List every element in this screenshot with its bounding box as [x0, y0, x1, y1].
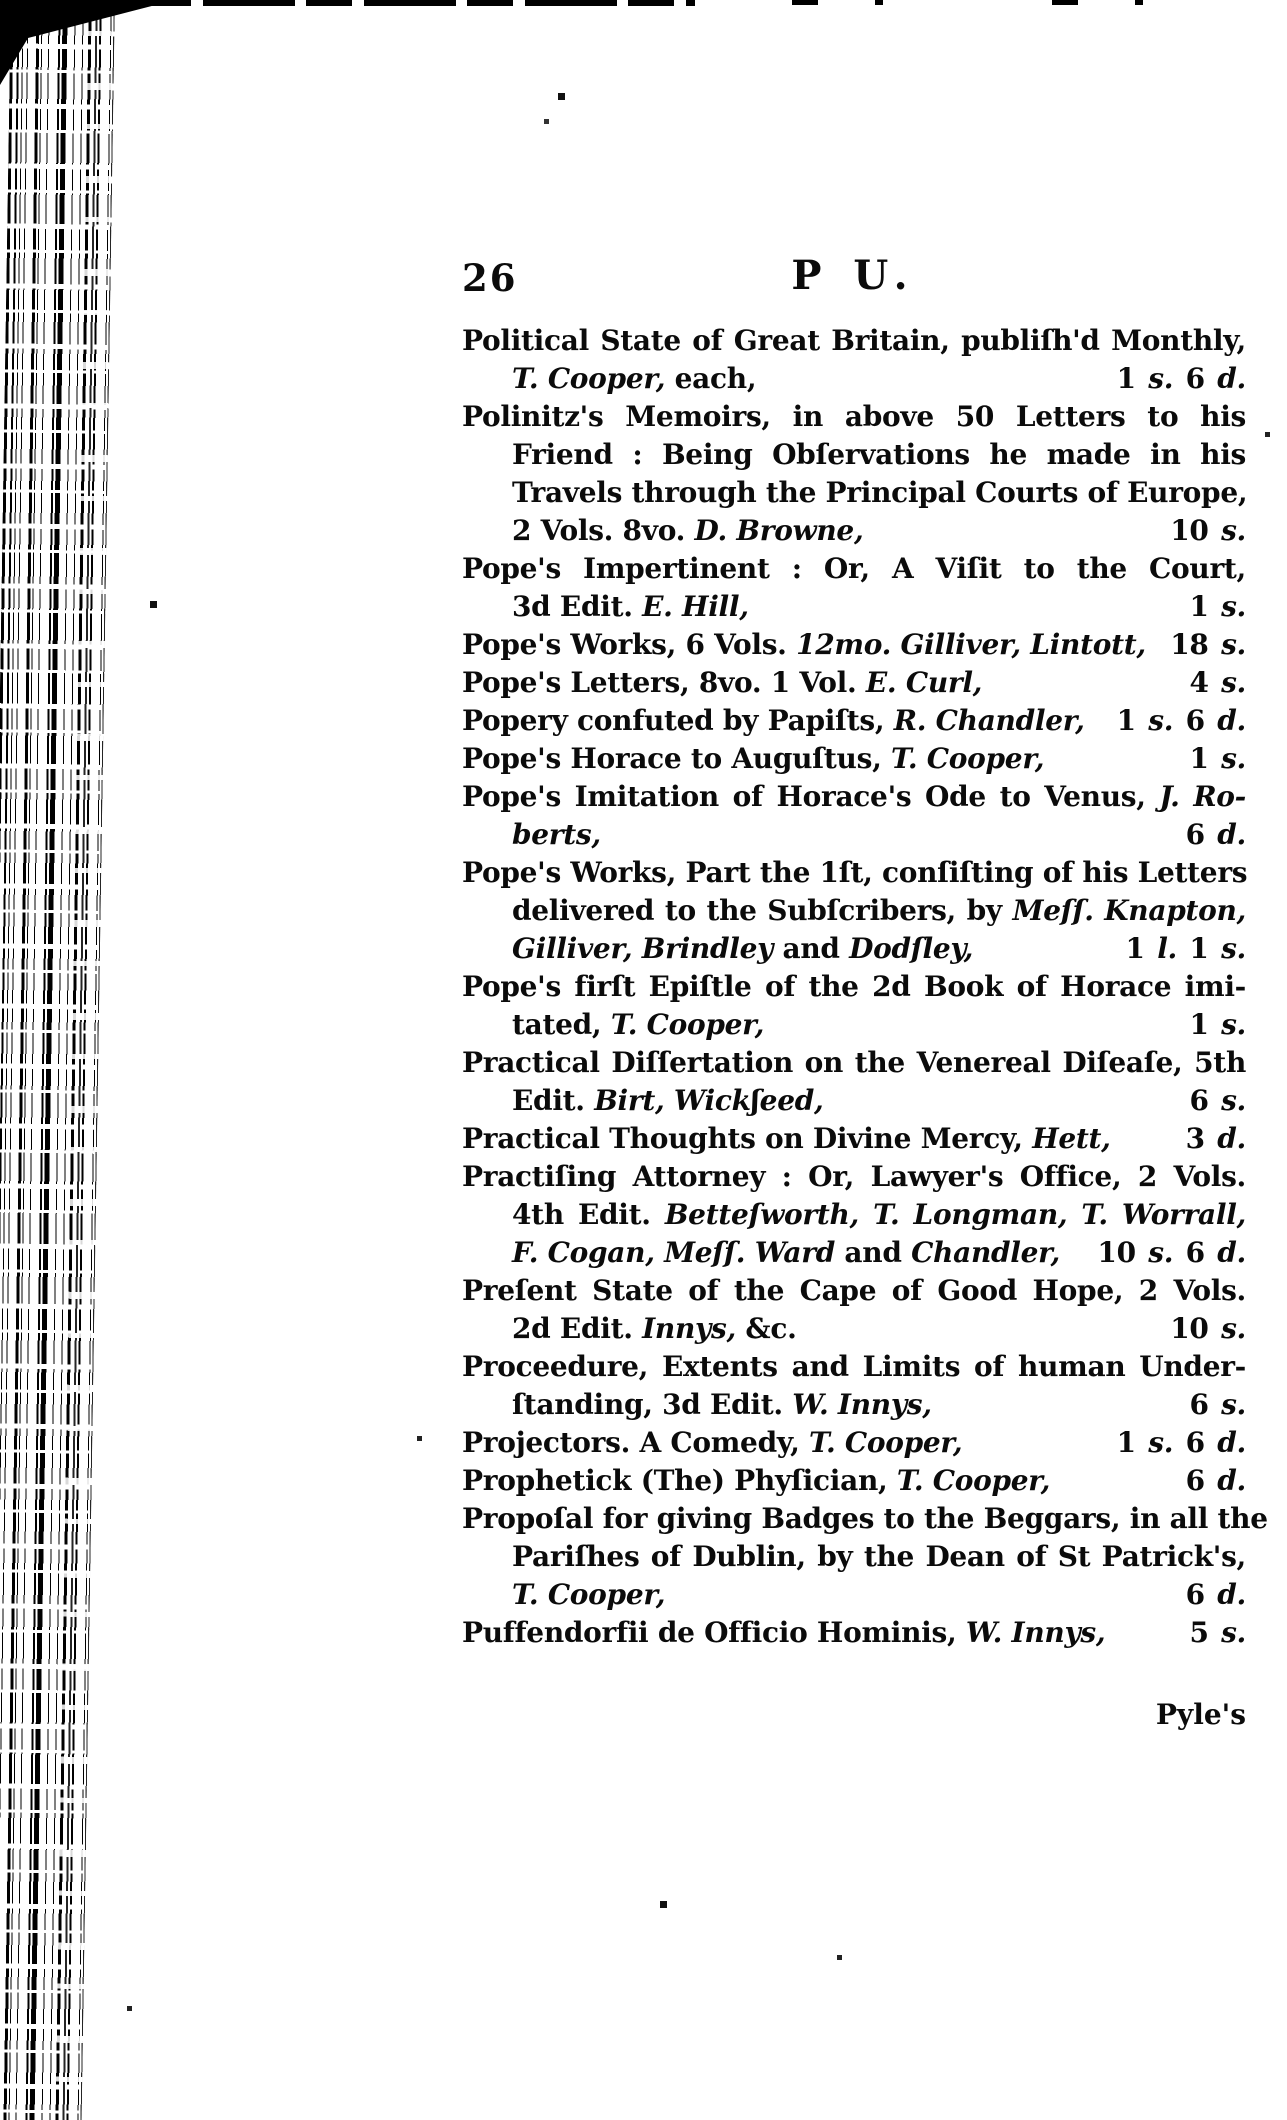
entry-text: Polinitz's Memoirs, in above 50 Letters to his	[462, 400, 1246, 433]
bookseller-name: T. Cooper,	[512, 1578, 666, 1611]
entry-text: Friend : Being Obſervations he made in his	[512, 438, 1246, 471]
catalog-line	[462, 588, 1246, 626]
entry-title	[462, 552, 1246, 585]
bookseller-name: d.	[1217, 1122, 1246, 1155]
entry-title	[462, 1120, 1111, 1157]
entry-title	[512, 438, 1246, 471]
entry-price	[1156, 1310, 1246, 1347]
entry-title	[462, 324, 1246, 357]
catalog-line	[462, 1500, 1268, 1538]
entry-text: Pope's Letters, 8vo. 1 Vol.	[462, 666, 866, 699]
entry-text: 3	[1185, 1122, 1218, 1155]
entry-price	[1175, 1006, 1246, 1043]
catalog-line	[462, 1006, 1246, 1044]
entry-text: 6	[1185, 1464, 1218, 1497]
scan-artifact-specks	[0, 0, 3, 3]
entry-price	[1103, 702, 1246, 739]
catalog-line	[462, 1044, 1246, 1082]
entry-text: and	[834, 1236, 912, 1269]
entry-text: 6	[1185, 818, 1218, 851]
page-header	[462, 252, 1246, 300]
bookseller-name: Birt, Wickʃeed,	[594, 1084, 824, 1117]
entry-text: Pope's firſt Epiſtle of the 2d Book of Horace imi-	[462, 970, 1246, 1003]
entry-title	[462, 1046, 1246, 1079]
entry-title	[512, 930, 973, 967]
catalog-line	[462, 1234, 1246, 1272]
bookseller-name: d.	[1217, 704, 1246, 737]
catalog-line	[462, 968, 1246, 1006]
bookseller-name: Gilliver, Brindley	[512, 932, 774, 965]
entry-text: 1	[1116, 362, 1149, 395]
entry-price	[1172, 816, 1246, 853]
entry-title	[512, 1310, 797, 1347]
bookseller-name: T. Cooper,	[809, 1426, 963, 1459]
catalog-line	[462, 550, 1246, 588]
entry-price	[1172, 1576, 1246, 1613]
bookseller-name: l.	[1157, 932, 1177, 965]
bookseller-name: berts,	[512, 818, 601, 851]
catalog-line	[462, 1272, 1246, 1310]
entry-title	[512, 1198, 1246, 1231]
entry-text: Practiſing Attorney : Or, Lawyer's Office, 2 Vols.	[462, 1160, 1246, 1193]
entry-title	[462, 740, 1044, 777]
entry-title	[512, 1006, 764, 1043]
entry-text: delivered to the Subſcribers, by	[512, 894, 1013, 927]
entry-text: 10	[1097, 1236, 1149, 1269]
bookseller-name: s.	[1221, 590, 1246, 623]
entry-price	[1175, 588, 1246, 625]
entry-text: Pariſhes of Dublin, by the Dean of St Patrick's,	[512, 1540, 1246, 1573]
bookseller-name: Innys,	[642, 1312, 736, 1345]
entry-price	[1172, 1462, 1246, 1499]
bookseller-name: s.	[1148, 1236, 1174, 1269]
entry-title	[462, 1462, 1050, 1499]
bookseller-name: T. Cooper,	[610, 1008, 765, 1041]
entry-text: 4th Edit.	[512, 1198, 665, 1231]
entry-text: 2d Edit.	[512, 1312, 643, 1345]
entry-title	[512, 476, 1247, 509]
catalog-line	[462, 360, 1246, 398]
entry-text: 6	[1173, 704, 1218, 737]
bookseller-name: s.	[1221, 1084, 1246, 1117]
entry-title	[462, 626, 1146, 663]
entry-text: Puffendorfii de Officio Hominis,	[462, 1616, 966, 1649]
catalog-line	[462, 398, 1246, 436]
entry-text: 1	[1116, 1426, 1149, 1459]
bookseller-name: s.	[1221, 514, 1246, 547]
entry-price	[1175, 664, 1246, 701]
catalog-line	[462, 854, 1246, 892]
entry-title	[512, 1540, 1246, 1573]
entry-price	[1156, 626, 1246, 663]
entry-title	[462, 1502, 1268, 1535]
entry-text: Practical Thoughts on Divine Mercy,	[462, 1122, 1033, 1155]
catalog-line	[462, 1310, 1246, 1348]
bookseller-name: s.	[1221, 742, 1246, 775]
entry-title	[462, 1614, 1105, 1651]
bookseller-name: T. Cooper,	[512, 362, 666, 395]
entry-text: ſtanding, 3d Edit.	[512, 1388, 793, 1421]
catalog-line	[462, 778, 1246, 816]
catalog-line	[462, 740, 1246, 778]
entry-text: 6	[1189, 1084, 1222, 1117]
bookseller-name: s.	[1221, 666, 1246, 699]
entry-text: 3d Edit.	[512, 590, 643, 623]
catalog-line	[462, 930, 1246, 968]
entry-title	[512, 512, 863, 549]
entry-text: 18	[1170, 628, 1222, 661]
entry-title	[512, 1234, 1060, 1271]
entry-text: Preſent State of the Cape of Good Hope, 2 Vols.	[462, 1274, 1246, 1307]
catalog-line	[462, 1082, 1246, 1120]
entry-title	[512, 894, 1246, 927]
bookseller-name: s.	[1221, 1616, 1246, 1649]
bookseller-name: s.	[1148, 362, 1174, 395]
entry-text: 6	[1173, 362, 1218, 395]
entry-title	[462, 1424, 962, 1461]
entry-title	[512, 1386, 932, 1423]
bookseller-name: T. Cooper,	[896, 1464, 1051, 1497]
entry-text: Pope's Works, Part the 1ſt, conſiſting of his Letters	[462, 856, 1248, 889]
catalog-line	[462, 1614, 1246, 1652]
entry-text: Pope's Impertinent : Or, A Viſit to the Court,	[462, 552, 1246, 585]
catalog-line	[462, 322, 1246, 360]
entry-text: 4	[1189, 666, 1222, 699]
entry-text: Pope's Works, 6 Vols.	[462, 628, 797, 661]
entry-text: 10	[1170, 514, 1222, 547]
catchword: Pyle's	[1155, 1698, 1246, 1731]
bookseller-name: Chandler,	[911, 1236, 1060, 1269]
bookseller-name: d.	[1217, 1464, 1246, 1497]
entry-text: Political State of Great Britain, publiſh'd Monthly,	[462, 324, 1246, 357]
entry-price	[1103, 360, 1246, 397]
entry-text: 6	[1173, 1236, 1218, 1269]
catalog-line	[462, 816, 1246, 854]
entry-text: Proceedure, Extents and Limits of human Under-	[462, 1350, 1246, 1383]
entry-text: 1	[1189, 742, 1222, 775]
bookseller-name: d.	[1217, 362, 1246, 395]
entry-text: 1	[1116, 704, 1149, 737]
entry-title	[462, 1160, 1246, 1193]
entry-title	[512, 360, 756, 397]
catalog-line	[462, 1386, 1246, 1424]
catalog-line	[462, 436, 1246, 474]
entry-text: 5	[1189, 1616, 1222, 1649]
bookseller-name: W. Innys,	[965, 1616, 1106, 1649]
catalog-line	[462, 626, 1246, 664]
entry-price	[1175, 740, 1246, 777]
entry-title	[512, 816, 601, 853]
entry-title	[512, 1082, 823, 1119]
catalog-line	[462, 1462, 1246, 1500]
bookseller-name: E. Hill,	[642, 590, 749, 623]
bookseller-name: R. Chandler,	[893, 704, 1085, 737]
bookseller-name: T. Cooper,	[890, 742, 1045, 775]
page-number: 26	[462, 256, 518, 300]
bookseller-name: Meſſ. Knapton,	[1012, 894, 1247, 927]
entry-price	[1112, 930, 1246, 967]
bookseller-name: J. Ro-	[1159, 780, 1246, 813]
bookseller-name: s.	[1221, 1008, 1246, 1041]
bookseller-name: E. Curl,	[865, 666, 983, 699]
catalog-list	[462, 322, 1268, 1652]
entry-title	[462, 1274, 1246, 1307]
entry-text: Practical Diſſertation on the Venereal Diſeaſe, 5th	[462, 1046, 1246, 1079]
catalog-line	[462, 1538, 1246, 1576]
entry-text: 6	[1185, 1578, 1218, 1611]
bookseller-name: s.	[1221, 1388, 1246, 1421]
entry-price	[1103, 1424, 1246, 1461]
entry-text: Travels through the Principal Courts of Europe,	[512, 476, 1248, 509]
entry-price	[1175, 1614, 1246, 1651]
running-title: P U.	[791, 252, 917, 299]
bookseller-name: Betteſworth, T. Longman, T. Worrall,	[664, 1198, 1246, 1231]
entry-price	[1175, 1082, 1246, 1119]
entry-text: 10	[1170, 1312, 1222, 1345]
entry-title	[512, 1576, 665, 1613]
bookseller-name: s.	[1148, 1426, 1174, 1459]
bookseller-name: s.	[1148, 704, 1174, 737]
entry-text: 2 Vols. 8vo.	[512, 514, 695, 547]
entry-text: tated,	[512, 1008, 611, 1041]
bookseller-name: D. Browne,	[694, 514, 864, 547]
entry-title	[462, 702, 1085, 739]
entry-text: Popery confuted by Papiſts,	[462, 704, 894, 737]
entry-title	[462, 400, 1246, 433]
bookseller-name: s.	[1221, 932, 1246, 965]
bookseller-name: W. Innys,	[792, 1388, 932, 1421]
entry-text: and	[773, 932, 850, 965]
entry-text: each,	[665, 362, 757, 395]
entry-text: 1	[1189, 1008, 1222, 1041]
entry-price	[1083, 1234, 1246, 1271]
entry-text: Pope's Horace to Auguſtus,	[462, 742, 891, 775]
entry-text: 1	[1189, 590, 1222, 623]
catalog-line	[462, 664, 1246, 702]
entry-price	[1156, 512, 1246, 549]
scan-artifact-top-edge-dense	[145, 0, 695, 6]
bookseller-name: 12mo. Gilliver, Lintott,	[796, 628, 1146, 661]
bookseller-name: s.	[1221, 628, 1246, 661]
entry-price	[1172, 1120, 1246, 1157]
entry-title	[462, 856, 1247, 889]
catalog-line	[462, 1424, 1246, 1462]
entry-text: &c.	[735, 1312, 797, 1345]
catalog-line	[462, 512, 1246, 550]
bookseller-name: F. Cogan, Meſſ. Ward	[512, 1236, 835, 1269]
catalog-line	[462, 1158, 1246, 1196]
entry-title	[462, 1350, 1246, 1383]
entry-title	[462, 664, 982, 701]
entry-text: Propoſal for giving Badges to the Beggars, in all the	[462, 1502, 1268, 1535]
entry-text: 1	[1125, 932, 1158, 965]
bookseller-name: Hett,	[1032, 1122, 1111, 1155]
entry-price	[1175, 1386, 1246, 1423]
catalog-line	[462, 1576, 1246, 1614]
entry-text: 1	[1176, 932, 1222, 965]
entry-text: Pope's Imitation of Horace's Ode to Venus,	[462, 780, 1160, 813]
catalog-line	[462, 702, 1246, 740]
entry-text: Prophetick (The) Phyſician,	[462, 1464, 897, 1497]
catalog-line	[462, 892, 1246, 930]
catalog-line	[462, 1348, 1246, 1386]
scan-artifact-top-edge-sparse	[700, 0, 1260, 5]
catalog-line	[462, 1196, 1246, 1234]
catalog-line	[462, 474, 1246, 512]
bookseller-name: d.	[1217, 1578, 1246, 1611]
entry-title	[462, 970, 1246, 1003]
entry-text: 6	[1173, 1426, 1218, 1459]
bookseller-name: d.	[1217, 1426, 1246, 1459]
entry-text: Projectors. A Comedy,	[462, 1426, 810, 1459]
entry-text: Edit.	[512, 1084, 595, 1117]
entry-title	[512, 588, 749, 625]
bookseller-name: s.	[1221, 1312, 1246, 1345]
entry-title	[462, 780, 1246, 813]
bookseller-name: Dodſley,	[849, 932, 974, 965]
catalog-line	[462, 1120, 1246, 1158]
entry-text: 6	[1189, 1388, 1222, 1421]
bookseller-name: d.	[1217, 1236, 1246, 1269]
bookseller-name: d.	[1217, 818, 1246, 851]
